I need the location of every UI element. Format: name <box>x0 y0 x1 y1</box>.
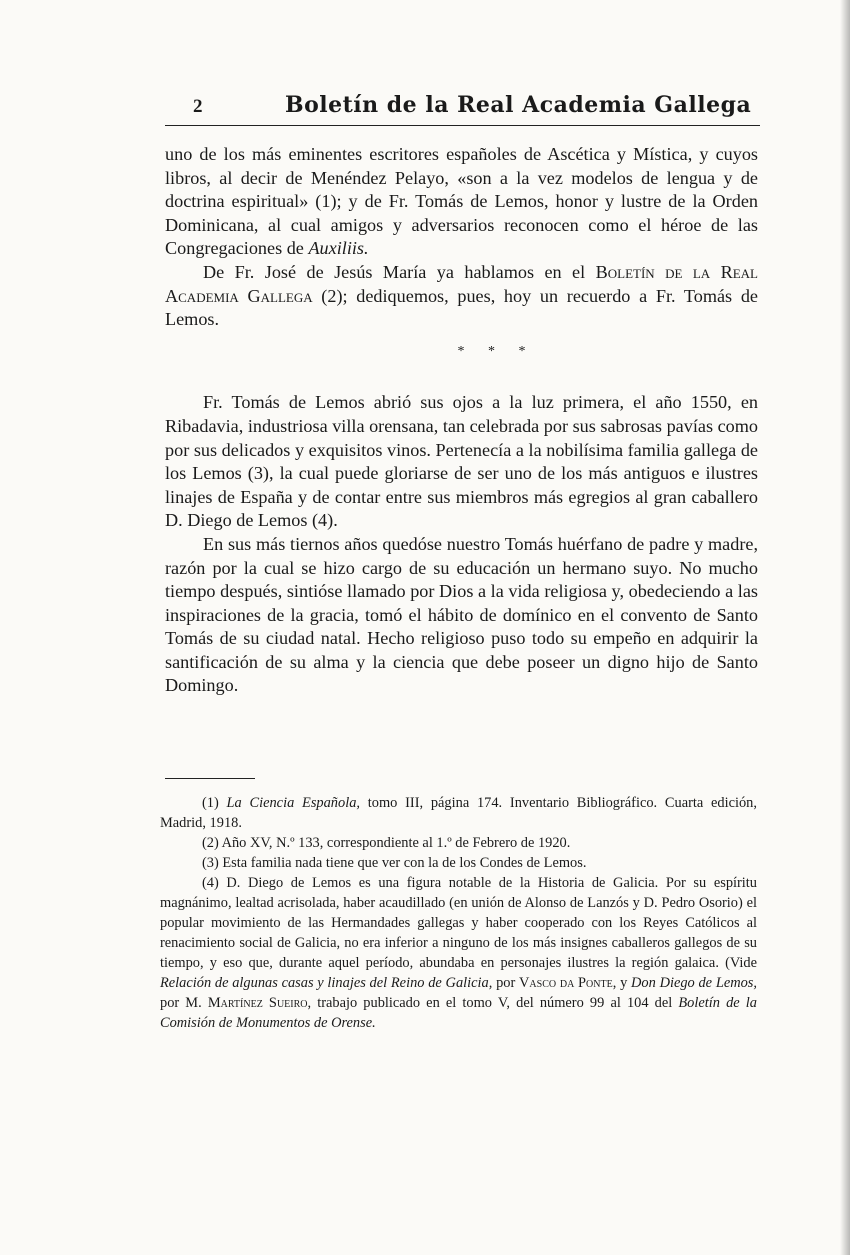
footnote-2-text: Año XV, N.º 133, correspondiente al 1.º de Febrero de 1920. <box>221 835 571 851</box>
footnote-1-number: (1) <box>202 795 219 811</box>
footnotes <box>160 793 757 1033</box>
footnote-1-text: tomo III, página 174. Inventario Bibliográfico. Cuarta edición, Madrid, 1918. <box>160 795 757 831</box>
footnote-3-text: Esta familia nada tiene que ver con la de los Condes de Lemos. <box>222 855 587 871</box>
auxiliis-italic: Auxiliis. <box>308 238 369 259</box>
footnote-2-number: (2) <box>202 835 219 851</box>
section-ornament: * * * <box>457 343 536 359</box>
footnote-4-italic-f: Don Diego de Lemos, <box>631 975 758 991</box>
paragraph-2-text-c: (2); dediquemos, pues, hoy un recuerdo a Fr. Tomás de Lemos. <box>165 285 758 330</box>
footnote-4-text-i: , trabajo publicado en el tomo V, del número 99 al 104 del <box>307 995 679 1011</box>
footnote-1 <box>160 793 757 833</box>
paragraph-3: Fr. Tomás de Lemos abrió sus ojos a la luz primera, el año 1550, en Ribadavia, industriosa villa orensana, tan celebrada por sus sabrosas pavías como por sus delicados y exquisitos vinos. Pertenecía a la nobilísima familia gallega de los Lemos (3), la cual puede gloriarse de ser uno de los más antiguos e ilustres linajes de España y de contar entre sus miembros más egregios al gran caballero D. Diego de Lemos (4). <box>165 392 758 531</box>
footnote-4-italic-b: Relación de algunas casas y linajes del Reino de Galicia, <box>160 975 493 991</box>
boletin-smallcaps: Boletín de la Real Academia Gallega <box>165 261 758 306</box>
paragraph-1 <box>165 143 758 261</box>
footnote-2 <box>160 833 757 853</box>
paragraph-2-text-a: De Fr. José de Jesús María ya hablamos en el <box>203 261 596 282</box>
footnote-4-smallcaps-d: Vasco da Ponte <box>519 975 613 991</box>
footnote-rule <box>165 778 255 779</box>
footnote-4-text-c: por <box>492 975 520 991</box>
header-rule <box>165 125 760 126</box>
running-title: Boletín de la Real Academia Gallega <box>285 92 752 118</box>
footnote-4 <box>160 873 757 1033</box>
footnote-3 <box>160 853 757 873</box>
paragraph-2 <box>165 261 758 332</box>
footnote-4-text-e: , y <box>612 975 632 991</box>
footnote-4-text-a: D. Diego de Lemos es una figura notable de la Historia de Galicia. Por su espíritu magnánimo, lealtad acrisolada, haber acaudillado (en unión de Alonso de Lanzós y D. Pedro Osorio) el popular movimiento de las Hermandades gallegas y haber cooperado con los Reyes Católicos al renacimiento social de Galicia, no era inferior a ninguno de los más insignes caballeros gallegos de su tiempo, y eso que, durante aquel período, abundaba en personajes ilustres la región galaica. (Vide <box>160 875 757 971</box>
footnote-4-text-g: por M. <box>160 995 208 1011</box>
paragraph-4: En sus más tiernos años quedóse nuestro Tomás huérfano de padre y madre, razón por la cual se hizo cargo de su educación un hermano suyo. No mucho tiempo después, sintióse llamado por Dios a la vida religiosa y, obedeciendo a las inspiraciones de la gracia, tomó el hábito de domínico en el convento de Santo Tomás de su ciudad natal. Hecho religioso puso todo su empeño en adquirir la santificación de su alma y la ciencia que debe poseer un digno hijo de Santo Domingo. <box>165 533 758 696</box>
page-number: 2 <box>193 96 203 117</box>
footnote-4-italic-j: Boletín de la Comisión de Monumentos de Orense. <box>160 995 757 1031</box>
footnote-1-italic: La Ciencia Española, <box>226 795 360 811</box>
page-edge-shadow <box>840 0 850 1255</box>
page-header <box>165 92 760 128</box>
footnote-4-number: (4) <box>202 875 219 891</box>
footnote-3-number: (3) <box>202 855 219 871</box>
paragraph-1-text: uno de los más eminentes escritores españoles de Ascética y Mística, y cuyos libros, al decir de Menéndez Pelayo, «son a la vez modelos de lengua y de doctrina espiritual» (1); y de Fr. Tomás de Lemos, honor y lustre de la Orden Dominicana, al cual amigos y adversarios reconocen como el héroe de las Congregaciones de <box>165 144 758 259</box>
body-text <box>165 143 758 698</box>
footnote-4-smallcaps-h: Martínez Sueiro <box>207 995 308 1011</box>
